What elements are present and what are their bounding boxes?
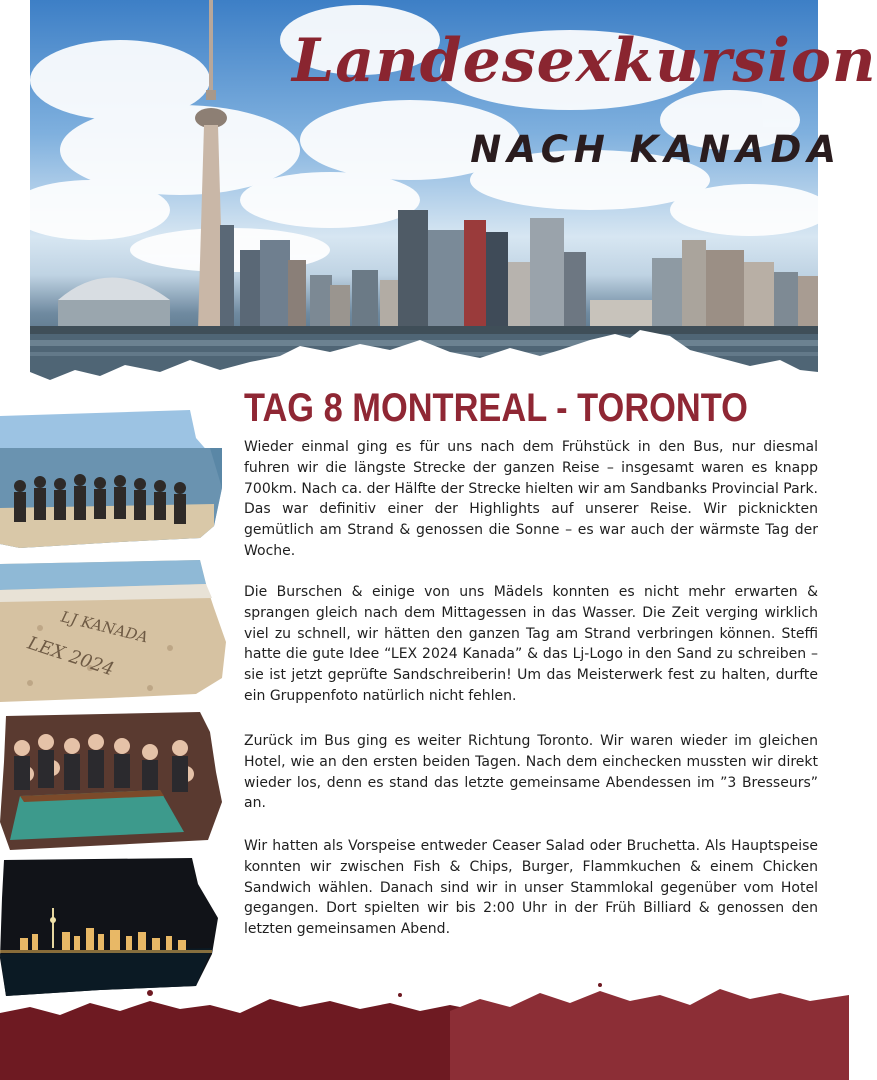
photo-billiard-group bbox=[0, 712, 222, 850]
photo-toronto-night bbox=[0, 858, 220, 996]
day-title: TAG 8 MONTREAL - TORONTO bbox=[244, 386, 748, 430]
paragraph-3: Zurück im Bus ging es weiter Richtung Toronto. Wir waren wieder im gleichen Hotel, wie an den ersten beiden Tagen. Nach dem einchecken mussten wir direkt wieder los, denn es stand das letzte gemeinsame Abendessen im ”3 Bresseurs” an. bbox=[244, 733, 818, 812]
paragraph-2: Die Burschen & einige von uns Mädels konnten es nicht mehr erwarten & sprangen gleich nach dem Mittagessen in das Wasser. Die Zeit verging wirklich viel zu schnell, wir hätten den ganzen Tag am Strand verbringen können. Steffi hatte die gute Idee “LEX 2024 Kanada” & das Lj-Logo in den Sand zu schreiben – sie ist jetzt geprüfte Sandschreiberin! Um das Meisterwerk fest zu halten, durfte ein Gruppenfoto natürlich nicht fehlen. bbox=[244, 584, 818, 704]
paragraph-4: Wir hatten als Vorspeise entweder Ceaser Salad oder Bruchetta. Als Hauptspeise konnten wir zwischen Fish & Chips, Burger, Flammkuchen & einem Chicken Sandwich wählen. Danach sind wir in unser Stammlokal gegenüber vom Hotel gegangen. Dort spielten wir bis 2:00 Uhr in der Früh Billiard & genossen den letzten gemeinsamen Abend. bbox=[244, 838, 818, 938]
sand-text-line2: LEX 2024 bbox=[24, 632, 117, 681]
sand-text-line1: LJ KANADA bbox=[59, 607, 150, 647]
title-landesexkursion: Landesexkursion bbox=[292, 26, 877, 96]
subtitle-nach-kanada: NACH KANADA bbox=[470, 128, 842, 171]
footer-brush-stroke bbox=[0, 985, 849, 1080]
photo-group-beach bbox=[0, 408, 222, 548]
photo-sand-writing bbox=[0, 558, 226, 702]
hero-image-toronto-skyline bbox=[30, 0, 877, 382]
paragraph-1: Wieder einmal ging es für uns nach dem Frühstück in den Bus, nur diesmal fuhren wir die längste Strecke der ganzen Reise – insgesamt waren es knapp 700km. Nach ca. der Hälfte der Strecke hielten wir am Sandbanks Provincial Park. Das war definitiv einer der Highlights auf unserer Reise. Wir picknickten gemütlich am Strand & genossen die Sonne – es war auch der wärmste Tag der Woche. bbox=[244, 439, 818, 559]
